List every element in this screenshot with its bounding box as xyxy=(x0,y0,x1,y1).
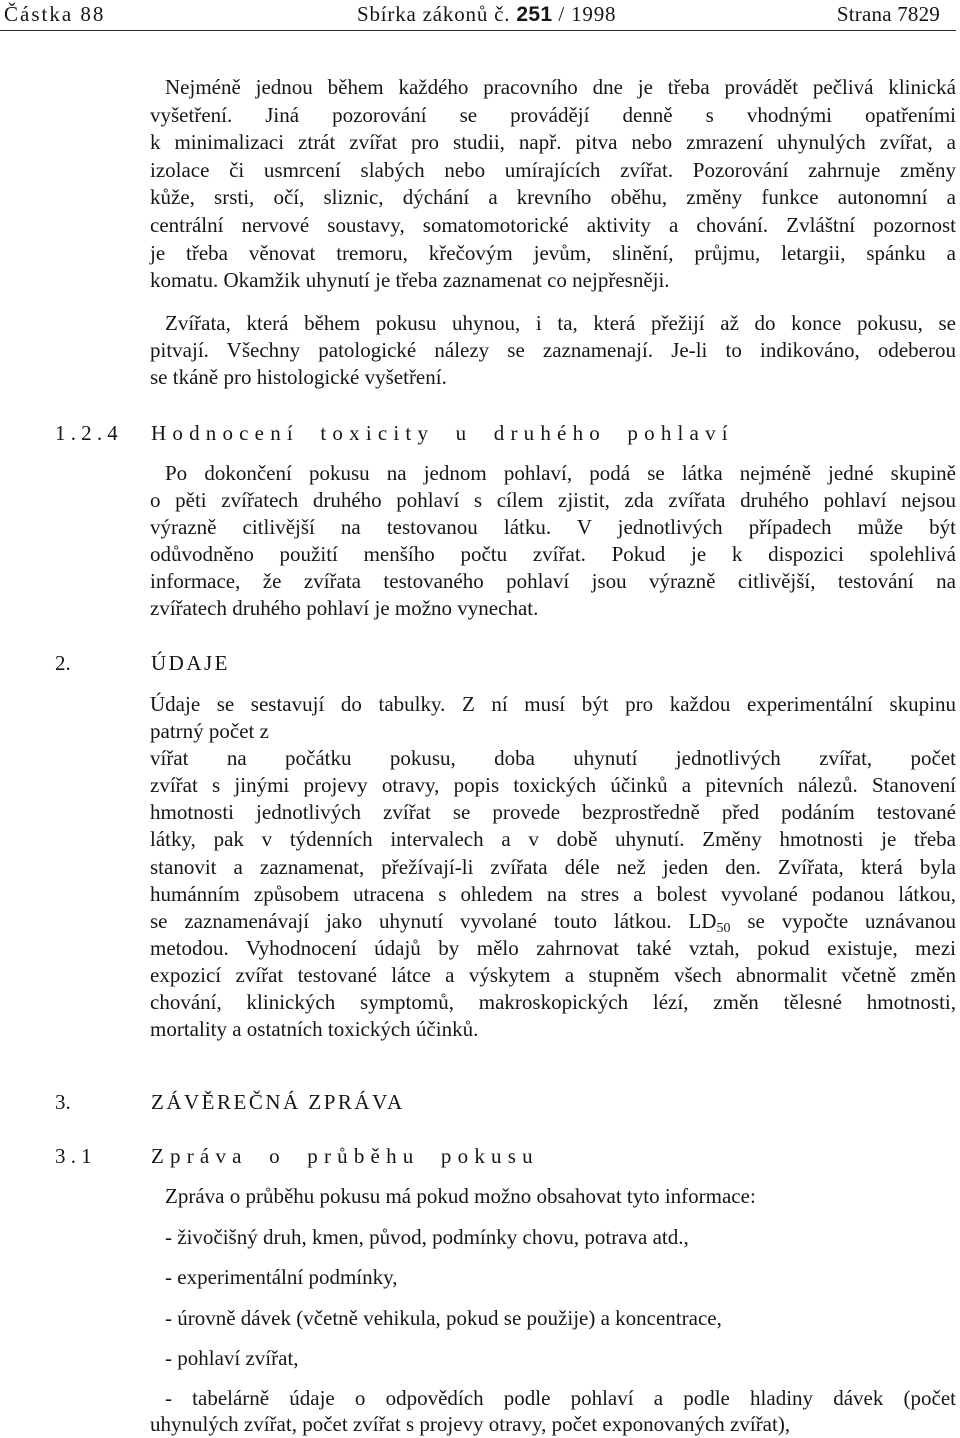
section-heading xyxy=(0,650,960,677)
section-title: Hodnocení toxicity u druhého pohlaví xyxy=(151,421,734,445)
text-line: se tkáně pro histologické vyšetření. xyxy=(150,365,447,389)
text-line: zvířat s jinými projevy otravy, popis toxických účinků a pitevních nálezů. Stanovení xyxy=(150,773,956,798)
text-line: Po dokončení pokusu na jednom pohlaví, podá se látka nejméně jedné skupině xyxy=(165,461,956,485)
section-title: ÚDAJE xyxy=(151,651,230,675)
section-heading xyxy=(0,1089,960,1116)
text-line: vyšetření. Jiná pozorování se provádějí denně s vhodnými opatřeními xyxy=(150,102,956,127)
text-line: Údaje se sestavují do tabulky. Z ní musí být pro každou experimentální skupinu xyxy=(150,692,956,716)
text-line: chování, klinických symptomů, makroskopických lézí, změn tělesné hmotnosti, xyxy=(150,990,956,1015)
text-line: humánním způsobem utracena s ohledem na stres a bolest vyvolané podanou látkou, xyxy=(150,881,956,906)
text-line: Zpráva o průběhu pokusu má pokud možno obsahovat tyto informace: xyxy=(165,1184,756,1208)
text-line: mortality a ostatních toxických účinků. xyxy=(150,1017,479,1042)
list-item xyxy=(150,1224,956,1250)
text-line: - tabelárně údaje o odpovědích podle pohlaví a podle hladiny dávek (počet xyxy=(165,1386,956,1410)
header-law-number: 251 xyxy=(516,3,553,26)
text-line: zvířatech druhého pohlaví je možno vynechat. xyxy=(150,596,539,620)
text-line: Zvířata, která během pokusu uhynou, i ta, která přežijí až do konce pokusu, se xyxy=(165,311,956,335)
text-fragment: se zaznamenávají jako uhynutí vyvolané touto látkou. LD xyxy=(150,908,717,933)
paragraph xyxy=(150,310,956,391)
text-line: - pohlaví zvířat, xyxy=(165,1346,299,1370)
text-fragment: se vypočte uznávanou xyxy=(747,908,957,933)
text-line: stanovit a zaznamenat, přežívají-li zvířata déle než jeden den. Zvířata, která byla xyxy=(150,854,956,879)
text-line: patrný počet z xyxy=(150,719,269,744)
header-issue: Částka 88 xyxy=(4,2,106,26)
text-line: látky, pak v týdenních intervalech a v době uhynutí. Změny hmotnosti je třeba xyxy=(150,827,956,852)
paragraph xyxy=(150,460,956,622)
text-line: je třeba věnovat tremoru, křečovým jevům, slinění, průjmu, letargii, spánku a xyxy=(150,240,956,265)
text-line: výrazně citlivější na testovanou látku. V jednotlivých případech může být xyxy=(150,515,956,539)
text-line: - živočišný druh, kmen, původ, podmínky chovu, potrava atd., xyxy=(165,1225,689,1249)
list-item xyxy=(150,1385,956,1437)
list-item xyxy=(150,1345,956,1371)
text-line: expozicí zvířat testované látce a výskytem a stupněm všech abnormalit včetně změn xyxy=(150,962,956,987)
text-line: centrální nervové soustavy, somatomotorické aktivity a chování. Zvláštní pozornost xyxy=(150,212,956,237)
running-header xyxy=(0,0,960,28)
section-number: 1.2.4 xyxy=(55,421,123,445)
text-line: pitvají. Všechny patologické nálezy se zaznamenají. Je-li to indikováno, odeberou xyxy=(150,338,956,362)
section-heading xyxy=(0,420,960,447)
header-collection xyxy=(357,0,616,29)
text-line: kůže, srsti, očí, sliznic, dýchání a krevního oběhu, změny funkce autonomní a xyxy=(150,185,956,210)
section-number: 2. xyxy=(55,651,71,675)
text-line: vířat na počátku pokusu, doba uhynutí jednotlivých zvířat, počet xyxy=(150,746,956,771)
header-page-number: Strana 7829 xyxy=(836,2,940,26)
header-collection-title: Sbírka zákonů č. xyxy=(357,2,511,26)
text-line xyxy=(150,908,956,935)
list-item xyxy=(150,1305,956,1331)
text-line: komatu. Okamžik uhynutí je třeba zaznamenat co nejpřesněji. xyxy=(150,268,670,293)
text-line: izolace či usmrcení slabých nebo umírajících zvířat. Pozorování zahrnuje změny xyxy=(150,157,956,182)
section-heading xyxy=(0,1143,960,1170)
section-title: ZÁVĚREČNÁ ZPRÁVA xyxy=(151,1090,405,1114)
text-line: hmotnosti jednotlivých zvířat se provede bezprostředně před podáním testované xyxy=(150,800,956,825)
paragraph xyxy=(150,691,956,1043)
section-number: 3.1 xyxy=(55,1144,97,1168)
section-title: Zpráva o průběhu pokusu xyxy=(151,1144,539,1168)
text-line: informace, že zvířata testovaného pohlaví jsou výrazně citlivější, testování na xyxy=(150,569,956,593)
list-intro xyxy=(150,1183,956,1210)
text-line: uhynulých zvířat, počet zvířat s projevy otravy, počet exponovaných zvířat), xyxy=(150,1412,791,1436)
paragraph xyxy=(150,74,956,295)
subscript: 50 xyxy=(716,920,731,936)
header-rule xyxy=(0,30,956,31)
header-law-year: / 1998 xyxy=(558,2,617,26)
text-line: o pěti zvířatech druhého pohlaví s cílem zjistit, zda zvířata druhého pohlaví nejsou xyxy=(150,488,956,512)
text-line: odůvodněno použití menšího počtu zvířat. Pokud je k dispozici spolehlivá xyxy=(150,542,956,566)
text-line: k minimalizaci ztrát zvířat pro studii, např. pitva nebo zmrazení uhynulých zvířat, a xyxy=(150,130,956,155)
list-item xyxy=(150,1264,956,1290)
text-line: metodou. Vyhodnocení údajů by mělo zahrnovat také vztah, pokud existuje, mezi xyxy=(150,935,956,960)
text-line: - experimentální podmínky, xyxy=(165,1265,398,1289)
section-number: 3. xyxy=(55,1090,71,1114)
text-line: - úrovně dávek (včetně vehikula, pokud se použije) a koncentrace, xyxy=(165,1306,722,1330)
text-line: Nejméně jednou během každého pracovního dne je třeba provádět pečlivá klinická xyxy=(165,75,956,99)
